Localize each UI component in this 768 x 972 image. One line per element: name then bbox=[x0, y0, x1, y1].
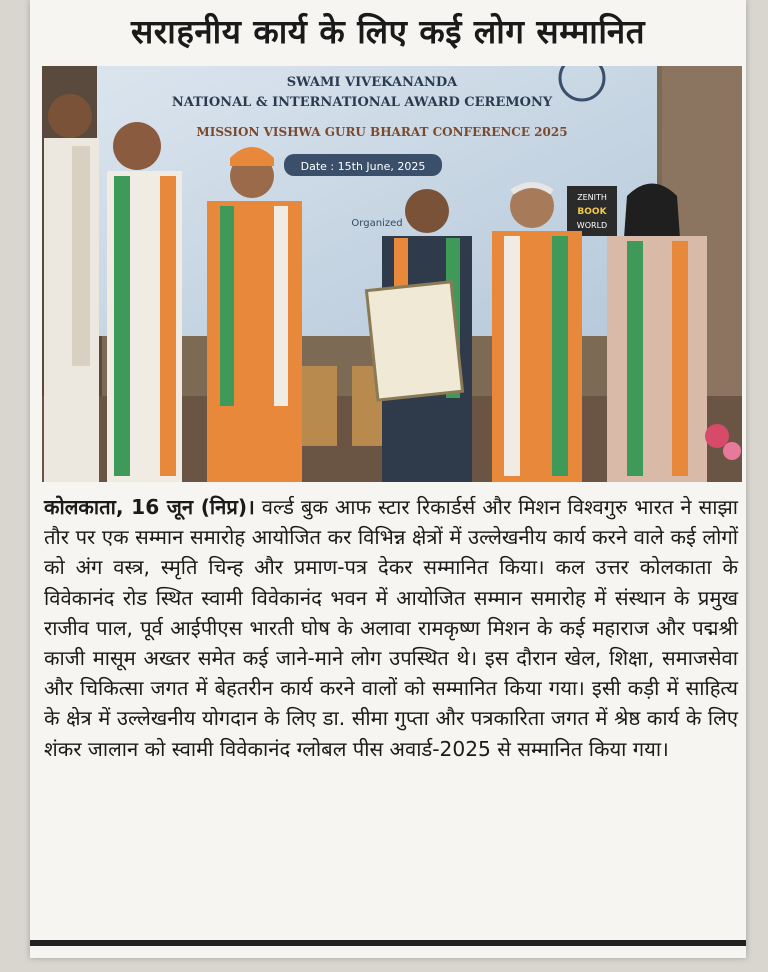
article-dateline: कोलकाता, 16 जून (निप्र)। bbox=[44, 495, 255, 519]
banner-line-3: MISSION VISHWA GURU BHARAT CONFERENCE 2025 bbox=[196, 125, 568, 139]
svg-text:ZENITH: ZENITH bbox=[577, 193, 607, 202]
banner-line-1: SWAMI VIVEKANANDA bbox=[286, 75, 458, 90]
banner-line-2: NATIONAL & INTERNATIONAL AWARD CEREMONY bbox=[171, 95, 553, 110]
bottom-rule bbox=[30, 940, 746, 946]
banner-organized: Organized bbox=[351, 218, 403, 229]
certificate bbox=[366, 282, 462, 400]
banner-date: Date : 15th June, 2025 bbox=[300, 160, 426, 173]
person-2 bbox=[107, 122, 182, 482]
svg-text:WORLD: WORLD bbox=[576, 221, 608, 230]
headline: सराहनीय कार्य के लिए कई लोग सम्मानित bbox=[130, 12, 646, 51]
person-1 bbox=[44, 94, 99, 482]
svg-text:BOOK: BOOK bbox=[577, 207, 607, 217]
article-text: वर्ल्ड बुक आफ स्टार रिकार्डर्स और मिशन विश्वगुरु भारत ने साझा तौर पर एक सम्मान समारोह आयोजित कर विभिन्न क्षेत्रों में उल्लेखनीय कार्य करने वाले कई लोगों को अंग वस्त्र, स्मृति चिन्ह और प्रमाण-पत्र देकर सम्मानित किया। कल उत्तर कोलकाता के विवेकानंद रोड स्थित स्वामी विवेकानंद भवन में आयोजित सम्मान समारोह में संस्थान के प्रमुख राजीव पाल, पूर्व आईपीएस भारती घोष के अलावा रामकृष्ण मिशन के कई महाराज और पद्मश्री काजी मासूम अख्तर समेत कई जाने-माने लोग उपस्थित थे। इस दौरान खेल, शिक्षा, समाजसेवा और चिकित्सा जगत में बेहतरीन कार्य करने वालों को सम्मानित किया गया। इसी कड़ी में साहित्य के क्षेत्र में उल्लेखनीय योगदान के लिए डा. सीमा गुप्ता और पत्रकारिता जगत में श्रेष्ठ कार्य के लिए शंकर जालान को स्वामी विवेकानंद ग्लोबल पीस अवार्ड-2025 से सम्मानित किया गया। bbox=[44, 495, 738, 761]
news-photo bbox=[42, 66, 742, 482]
article-body bbox=[44, 492, 738, 764]
